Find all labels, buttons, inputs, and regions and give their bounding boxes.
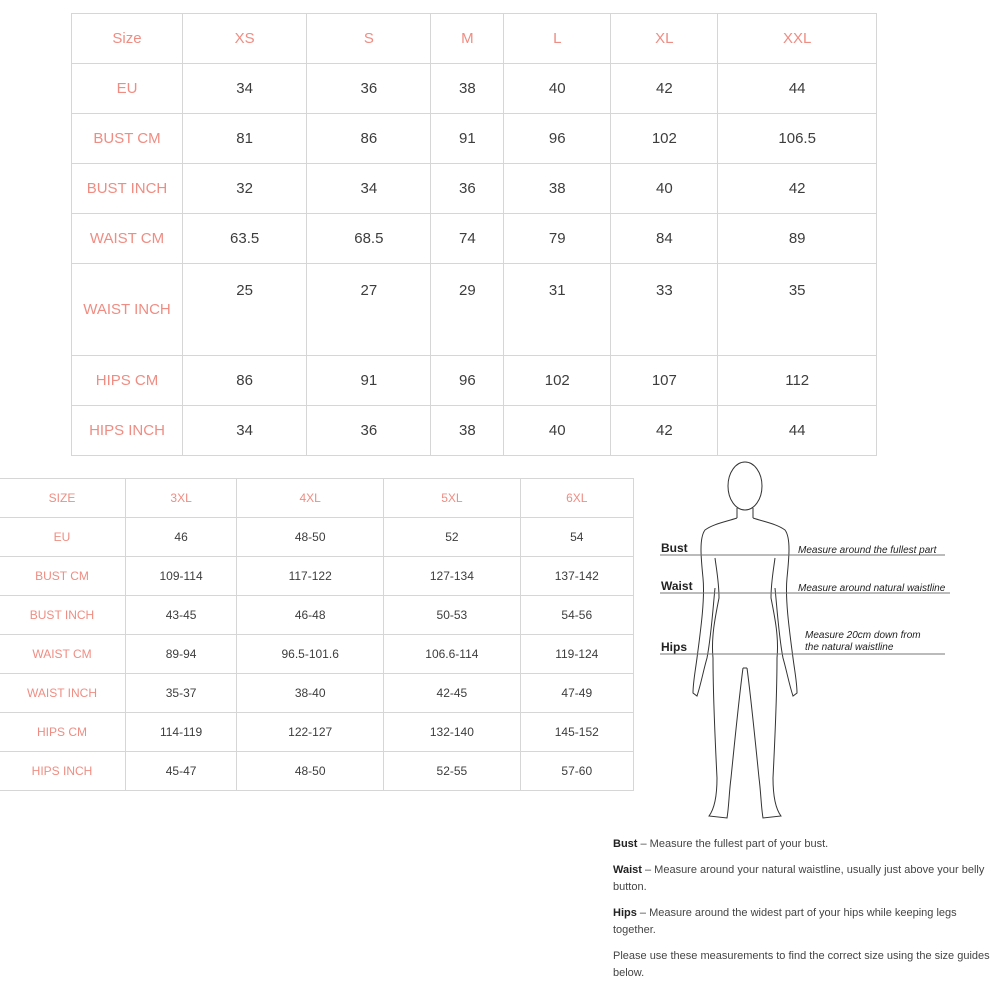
header-cell: SIZE [0, 479, 126, 518]
size-header-row [0, 479, 634, 518]
hips-note-line1: Measure 20cm down from [805, 630, 921, 641]
row-label: WAIST INCH [72, 264, 183, 356]
row-label: WAIST INCH [0, 674, 126, 713]
row-label: WAIST CM [72, 214, 183, 264]
header-cell: 5XL [384, 479, 520, 518]
table-row [0, 518, 634, 557]
table-cell: 91 [431, 114, 504, 164]
table-cell: 38-40 [237, 674, 384, 713]
bust-term: Bust [613, 838, 638, 850]
table-cell: 81 [183, 114, 307, 164]
row-label: BUST CM [72, 114, 183, 164]
table-cell: 79 [504, 214, 611, 264]
row-label: HIPS CM [0, 713, 126, 752]
table-cell: 38 [431, 406, 504, 456]
table-cell: 54-56 [520, 596, 633, 635]
table-row [72, 114, 877, 164]
table-cell: 57-60 [520, 752, 633, 791]
header-cell: XXL [718, 14, 877, 64]
table-cell: 119-124 [520, 635, 633, 674]
table-cell: 145-152 [520, 713, 633, 752]
bust-note-paragraph [613, 836, 993, 853]
row-label: WAIST CM [0, 635, 126, 674]
table-cell: 36 [431, 164, 504, 214]
table-row [0, 557, 634, 596]
table-cell: 117-122 [237, 557, 384, 596]
table-cell: 32 [183, 164, 307, 214]
plus-size-chart-table [0, 478, 634, 791]
table-cell: 48-50 [237, 752, 384, 791]
table-row [0, 674, 634, 713]
table-cell: 25 [183, 264, 307, 356]
table-cell: 42-45 [384, 674, 520, 713]
row-label: HIPS INCH [72, 406, 183, 456]
table-cell: 63.5 [183, 214, 307, 264]
table-row [72, 264, 877, 356]
table-row [72, 406, 877, 456]
table-cell: 68.5 [307, 214, 431, 264]
row-label: BUST CM [0, 557, 126, 596]
table-cell: 102 [504, 356, 611, 406]
table-row [72, 164, 877, 214]
table-cell: 122-127 [237, 713, 384, 752]
table-cell: 40 [504, 406, 611, 456]
row-label: EU [72, 64, 183, 114]
table-cell: 114-119 [126, 713, 237, 752]
hips-note-paragraph [613, 905, 993, 939]
bust-label: Bust [661, 541, 688, 555]
body-outline-icon [693, 462, 797, 818]
table-cell: 91 [307, 356, 431, 406]
table-cell: 42 [611, 406, 718, 456]
table-cell: 89-94 [126, 635, 237, 674]
table-cell: 38 [504, 164, 611, 214]
table-cell: 112 [718, 356, 877, 406]
footer-note: Please use these measurements to find the correct size using the size guides below. [613, 950, 990, 979]
table-row [72, 64, 877, 114]
table-cell: 38 [431, 64, 504, 114]
table-cell: 36 [307, 64, 431, 114]
waist-label: Waist [661, 579, 693, 593]
table-cell: 42 [611, 64, 718, 114]
table-cell: 46-48 [237, 596, 384, 635]
waist-description: – Measure around your natural waistline, usually just above your belly button. [613, 864, 985, 893]
table-cell: 109-114 [126, 557, 237, 596]
header-cell: 6XL [520, 479, 633, 518]
table-cell: 106.6-114 [384, 635, 520, 674]
table-cell: 52 [384, 518, 520, 557]
row-label: BUST INCH [0, 596, 126, 635]
table-row [0, 752, 634, 791]
table-cell: 35-37 [126, 674, 237, 713]
row-label: HIPS CM [72, 356, 183, 406]
table-cell: 132-140 [384, 713, 520, 752]
table-cell: 34 [183, 64, 307, 114]
table-cell: 86 [183, 356, 307, 406]
table-row [0, 596, 634, 635]
table-cell: 29 [431, 264, 504, 356]
table-cell: 47-49 [520, 674, 633, 713]
hips-description: – Measure around the widest part of your hips while keeping legs together. [613, 907, 957, 936]
table-cell: 46 [126, 518, 237, 557]
header-cell: Size [72, 14, 183, 64]
table-cell: 96 [504, 114, 611, 164]
hips-label: Hips [661, 640, 688, 654]
table-cell: 34 [183, 406, 307, 456]
table-cell: 50-53 [384, 596, 520, 635]
table-cell: 89 [718, 214, 877, 264]
table-cell: 137-142 [520, 557, 633, 596]
size-chart-table [71, 13, 877, 456]
table-cell: 36 [307, 406, 431, 456]
table-cell: 107 [611, 356, 718, 406]
bust-description: – Measure the fullest part of your bust. [637, 838, 829, 850]
header-cell: XL [611, 14, 718, 64]
table-cell: 35 [718, 264, 877, 356]
hips-note-line2: the natural waistline [805, 642, 894, 653]
table-cell: 31 [504, 264, 611, 356]
waist-note: Measure around natural waistline [798, 583, 946, 594]
size-header-row [72, 14, 877, 64]
table-cell: 106.5 [718, 114, 877, 164]
header-cell: M [431, 14, 504, 64]
table-cell: 96 [431, 356, 504, 406]
table-row [72, 356, 877, 406]
header-cell: S [307, 14, 431, 64]
header-cell: XS [183, 14, 307, 64]
header-cell: L [504, 14, 611, 64]
table-cell: 43-45 [126, 596, 237, 635]
measurement-notes [613, 836, 993, 991]
header-cell: 4XL [237, 479, 384, 518]
table-cell: 48-50 [237, 518, 384, 557]
table-cell: 96.5-101.6 [237, 635, 384, 674]
table-cell: 84 [611, 214, 718, 264]
body-measurement-diagram [655, 458, 955, 830]
waist-note-paragraph [613, 862, 993, 896]
table-cell: 86 [307, 114, 431, 164]
table-cell: 127-134 [384, 557, 520, 596]
table-cell: 27 [307, 264, 431, 356]
table-cell: 44 [718, 406, 877, 456]
table-cell: 40 [504, 64, 611, 114]
table-cell: 45-47 [126, 752, 237, 791]
header-cell: 3XL [126, 479, 237, 518]
table-cell: 54 [520, 518, 633, 557]
table-cell: 102 [611, 114, 718, 164]
table-cell: 42 [718, 164, 877, 214]
hips-term: Hips [613, 907, 637, 919]
table-cell: 34 [307, 164, 431, 214]
row-label: HIPS INCH [0, 752, 126, 791]
waist-term: Waist [613, 864, 642, 876]
row-label: BUST INCH [72, 164, 183, 214]
table-cell: 44 [718, 64, 877, 114]
table-cell: 40 [611, 164, 718, 214]
table-cell: 52-55 [384, 752, 520, 791]
table-row [0, 713, 634, 752]
table-row [0, 635, 634, 674]
bust-note: Measure around the fullest part [798, 545, 937, 556]
row-label: EU [0, 518, 126, 557]
table-cell: 74 [431, 214, 504, 264]
table-cell: 33 [611, 264, 718, 356]
table-row [72, 214, 877, 264]
